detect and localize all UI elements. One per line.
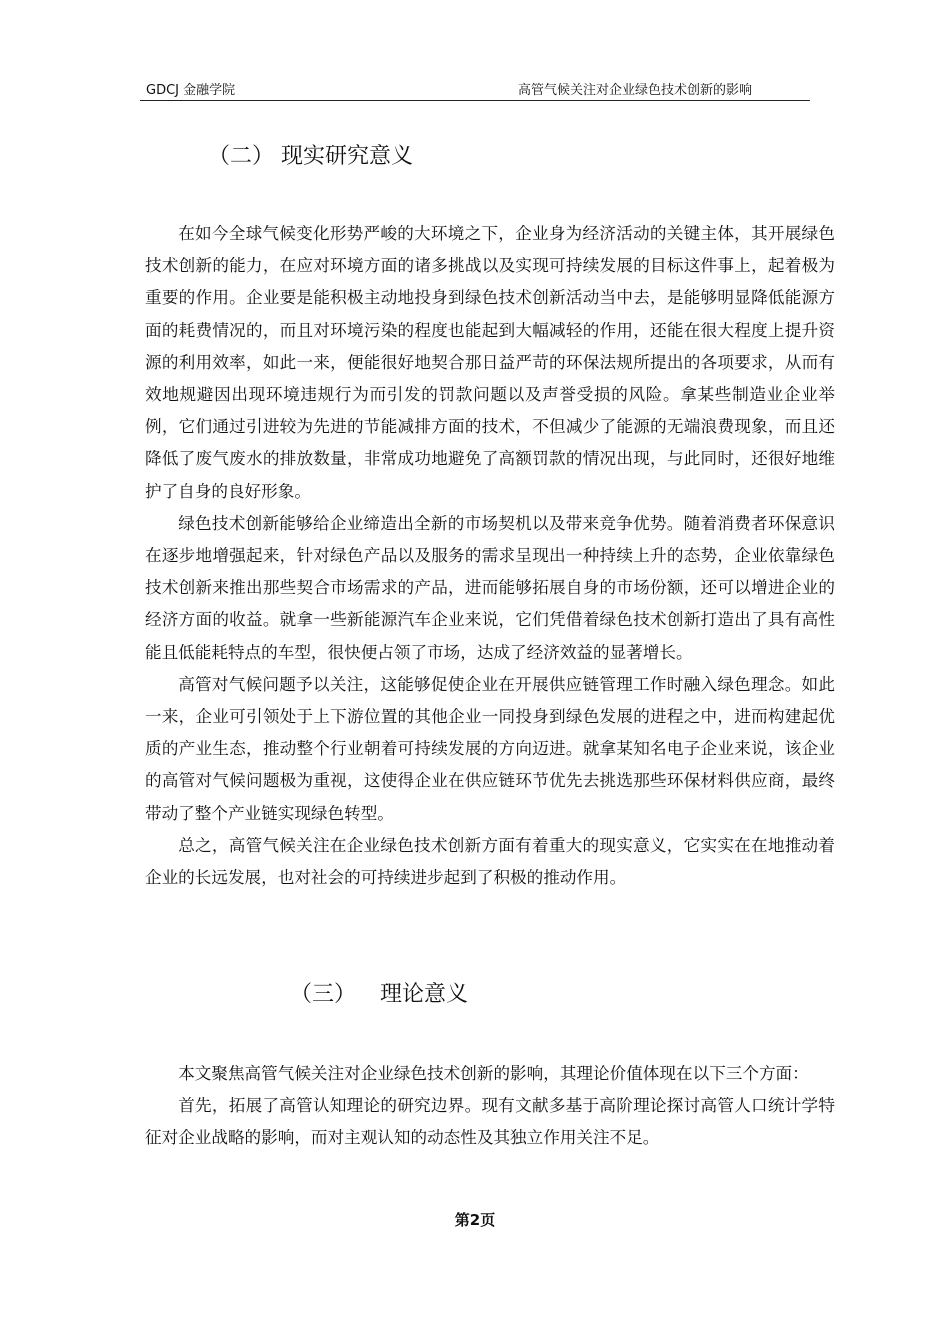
section-number: （三） [290, 982, 357, 1007]
paragraph: 高管对气候问题予以关注，这能够促使企业在开展供应链管理工作时融入绿色理念。如此一来，企业可引领处于上下游位置的其他企业一同投身到绿色发展的进程之中，进而构建起优质的产业生态，推动整个行业朝着可持续发展的方向迈进。就拿某知名电子企业来说，该企业的高管对气候问题极为重视，这使得企业在供应链环节优先去挑选那些环保材料供应商，最终带动了整个产业链实现绿色转型。 [145, 674, 835, 823]
section-heading-practical: （二） 现实研究意义 [208, 144, 413, 169]
section-heading-theoretical [290, 977, 468, 1008]
paragraph: 在如今全球气候变化形势严峻的大环境之下，企业身为经济活动的关键主体，其开展绿色技术创新的能力，在应对环境方面的诸多挑战以及实现可持续发展的目标这件事上，起着极为重要的作用。企业要是能积极主动地投身到绿色技术创新活动当中去，是能够明显降低能源方面的耗费情况的，而且对环境污染的程度也能起到大幅减轻的作用，还能在很大程度上提升资源的利用效率，如此一来，便能很好地契合那日益严苛的环保法规所提出的各项要求，从而有效地规避因出现环境违规行为而引发的罚款问题以及声誉受损的风险。拿某些制造业企业举例，它们通过引进较为先进的节能减排方面的技术，不但减少了能源的无端浪费现象，而且还降低了废气废水的排放数量，非常成功地避免了高额罚款的情况出现，与此同时，还很好地维护了自身的良好形象。 [145, 224, 835, 501]
header-divider [140, 100, 810, 101]
paragraph: 绿色技术创新能够给企业缔造出全新的市场契机以及带来竞争优势。随着消费者环保意识在逐步地增强起来，针对绿色产品以及服务的需求呈现出一种持续上升的态势，企业依靠绿色技术创新来推出那些契合市场需求的产品，进而能够拓展自身的市场份额，还可以增进企业的经济方面的收益。就拿一些新能源汽车企业来说，它们凭借着绿色技术创新打造出了具有高性能且低能耗特点的车型，很快便占领了市场，达成了经济效益的显著增长。 [145, 513, 835, 662]
paragraph: 首先，拓展了高管认知理论的研究边界。现有文献多基于高阶理论探讨高管人口统计学特征对企业战略的影响，而对主观认知的动态性及其独立作用关注不足。 [145, 1096, 835, 1148]
header-paper-title: 高管气候关注对企业绿色技术创新的影响 [518, 83, 753, 98]
paragraph: 本文聚焦高管气候关注对企业绿色技术创新的影响，其理论价值体现在以下三个方面： [178, 1064, 809, 1083]
section-body-practical [145, 218, 835, 894]
section-title-text: 理论意义 [380, 982, 469, 1007]
page-number: 第2页 [454, 1211, 496, 1229]
header-school: GDCJ 金融学院 [146, 83, 236, 98]
section-body-theoretical [145, 1058, 835, 1155]
paragraph: 总之，高管气候关注在企业绿色技术创新方面有着重大的现实意义，它实实在在地推动着企业的长远发展，也对社会的可持续进步起到了积极的推动作用。 [145, 835, 835, 888]
